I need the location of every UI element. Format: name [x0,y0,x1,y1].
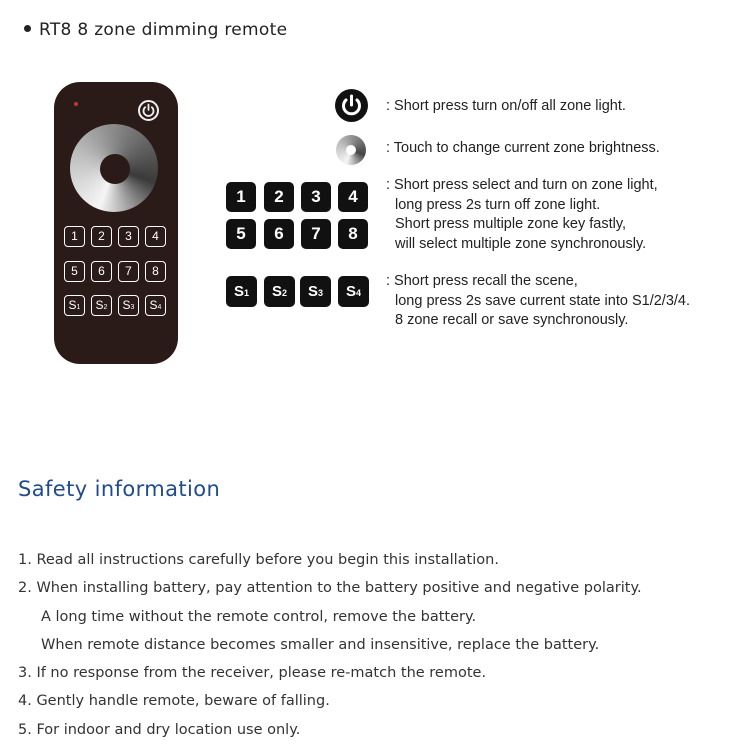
wheel-center [100,154,130,184]
bullet-icon [24,25,31,32]
safety-item: 3. If no response from the receiver, please re-match the remote. [18,665,487,682]
remote-key-5: 5 [64,261,85,282]
legend-scene-text: : Short press recall the scene, long press 2s save current state into S1/2/3/4. 8 zone recall or save synchronously. [386,273,690,328]
legend-wheel-text: : Touch to change current zone brightness. [386,140,660,156]
remote-key-6: 6 [91,261,112,282]
safety-list [18,546,642,744]
page-heading: RT8 8 zone dimming remote [24,20,287,40]
scene-key-s3: S3 [300,276,331,307]
scene-key-s1: S1 [226,276,257,307]
safety-item: When remote distance becomes smaller and insensitive, replace the battery. [41,636,600,653]
power-icon [335,89,368,122]
safety-item: 2. When installing battery, pay attention to the battery positive and negative polarity. [18,580,642,597]
zone-key-3: 3 [301,182,331,212]
led-indicator [74,102,78,106]
remote-key-s1: S1 [64,295,85,316]
remote-key-7: 7 [118,261,139,282]
zone-key-8: 8 [338,219,368,249]
remote-key-s4: S4 [145,295,166,316]
remote-key-1: 1 [64,226,85,247]
remote-key-2: 2 [91,226,112,247]
zone-key-7: 7 [301,219,331,249]
zone-key-4: 4 [338,182,368,212]
zone-key-1: 1 [226,182,256,212]
legend-zone-text: : Short press select and turn on zone light, long press 2s turn off zone light. Short press multiple zone key fastly, will select multiple zone synchronously. [386,177,658,252]
remote-illustration [54,82,178,364]
safety-title: Safety information [18,477,221,501]
remote-key-s2: S2 [91,295,112,316]
safety-item: 1. Read all instructions carefully before you begin this installation. [18,552,499,568]
zone-key-5: 5 [226,219,256,249]
remote-power-icon [138,100,159,121]
touch-wheel-center [346,145,356,155]
remote-key-8: 8 [145,261,166,282]
scene-key-s2: S2 [264,276,295,307]
safety-item: A long time without the remote control, remove the battery. [41,608,477,625]
safety-item: 4. Gently handle remote, beware of falling. [18,693,330,710]
remote-key-s3: S3 [118,295,139,316]
scene-key-s4: S4 [338,276,369,307]
legend-power-text: : Short press turn on/off all zone light. [386,98,626,114]
zone-key-6: 6 [264,219,294,249]
remote-key-4: 4 [145,226,166,247]
zone-key-2: 2 [264,182,294,212]
remote-key-3: 3 [118,226,139,247]
safety-item: 5. For indoor and dry location use only. [18,721,301,738]
